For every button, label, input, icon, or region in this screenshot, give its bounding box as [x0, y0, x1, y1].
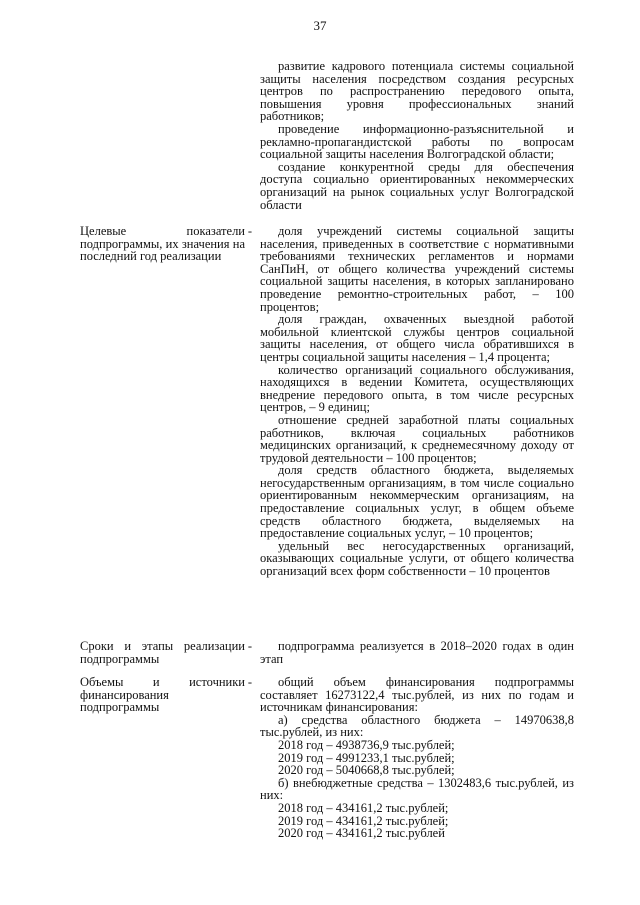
paragraph: доля учреждений системы социальной защиты населения, приведенных в соответствие с нормативными требованиями технических регламентов и нормами СанПиН, от общего количества учреждений системы социальной защиты населения, в которых запланировано проведение ремонтно-строительных работ, – 100 процентов; — [260, 224, 574, 314]
paragraph: количество организаций социального обслуживания, находящихся в ведении Комитета, осуществляющих внедрение передового опыта, в том числе ресурсных центров, – 9 единиц; — [260, 362, 574, 415]
paragraph: удельный вес негосударственных организаций, оказывающих социальные услуги, от общего количества организаций всех форм собственности – 10 процентов — [260, 538, 574, 579]
year-line: 2018 год – 434161,2 тыс.рублей; — [278, 800, 449, 815]
paragraph: развитие кадрового потенциала системы социальной защиты населения посредством создания ресурсных центров по распространению передового опыта, повышения уровня профессиональных знаний работников; — [260, 59, 574, 124]
row-content-terms — [260, 640, 574, 665]
year-line: 2020 год – 434161,2 тыс.рублей — [278, 826, 445, 841]
paragraph: доля граждан, охваченных выездной работой мобильной клиентской службы центров социальной защиты населения, от общего числа обратившихся в центры социальной защиты населения – 1,4 процента; — [260, 312, 574, 364]
paragraph: подпрограмма реализуется в 2018–2020 годах в один этап — [260, 639, 574, 666]
goals-continuation — [260, 60, 574, 211]
row-label-financing: Объемы и источники финансирования подпрограммы — [80, 675, 245, 715]
year-line: 2018 год – 4938736,9 тыс.рублей; — [278, 737, 455, 752]
paragraph: доля средств областного бюджета, выделяемых негосударственным организациям, в том числе социально ориентированным некоммерческим организациям, на предоставление социальных услуг, в общем объеме средств областного бюджета, выделяемых на предоставление социальных услуг, – 10 процентов; — [260, 463, 574, 541]
row-content-financing — [260, 676, 574, 840]
paragraph: общий объем финансирования подпрограммы составляет 16273122,4 тыс.рублей, из них по годам и источникам финансирования: — [260, 675, 574, 715]
row-dash: - — [247, 224, 253, 238]
paragraph: проведение информационно-разъяснительной и рекламно-пропагандистской работы по вопросам социальной защиты населения Волгоградской области; — [260, 121, 574, 162]
paragraph: б) внебюджетные средства – 1302483,6 тыс.рублей, из них: — [260, 775, 574, 803]
row-dash: - — [247, 639, 253, 653]
row-label-terms: Сроки и этапы реализации подпрограммы — [80, 639, 245, 666]
paragraph: создание конкурентной среды для обеспечения доступа социально ориентированных некоммерческих организаций на рынок социальных услуг Волгоградской области — [260, 159, 574, 212]
row-dash: - — [247, 675, 253, 689]
paragraph: а) средства областного бюджета – 14970638,8 тыс.рублей, из них: — [260, 712, 574, 740]
paragraph: отношение средней заработной платы социальных работников, включая социальных работников медицинских организаций, к среднемесячному доходу от трудовой деятельности – 100 процентов; — [260, 412, 574, 465]
page-number: 37 — [313, 18, 327, 33]
year-line: 2020 год – 5040668,8 тыс.рублей; — [278, 763, 455, 778]
row-label-target-indicators: Целевые показатели подпрограммы, их значения на последний год реализации — [80, 224, 245, 264]
year-line: 2019 год – 4991233,1 тыс.рублей; — [278, 750, 455, 765]
row-content-target-indicators — [260, 225, 574, 578]
year-line: 2019 год – 434161,2 тыс.рублей; — [278, 813, 449, 828]
